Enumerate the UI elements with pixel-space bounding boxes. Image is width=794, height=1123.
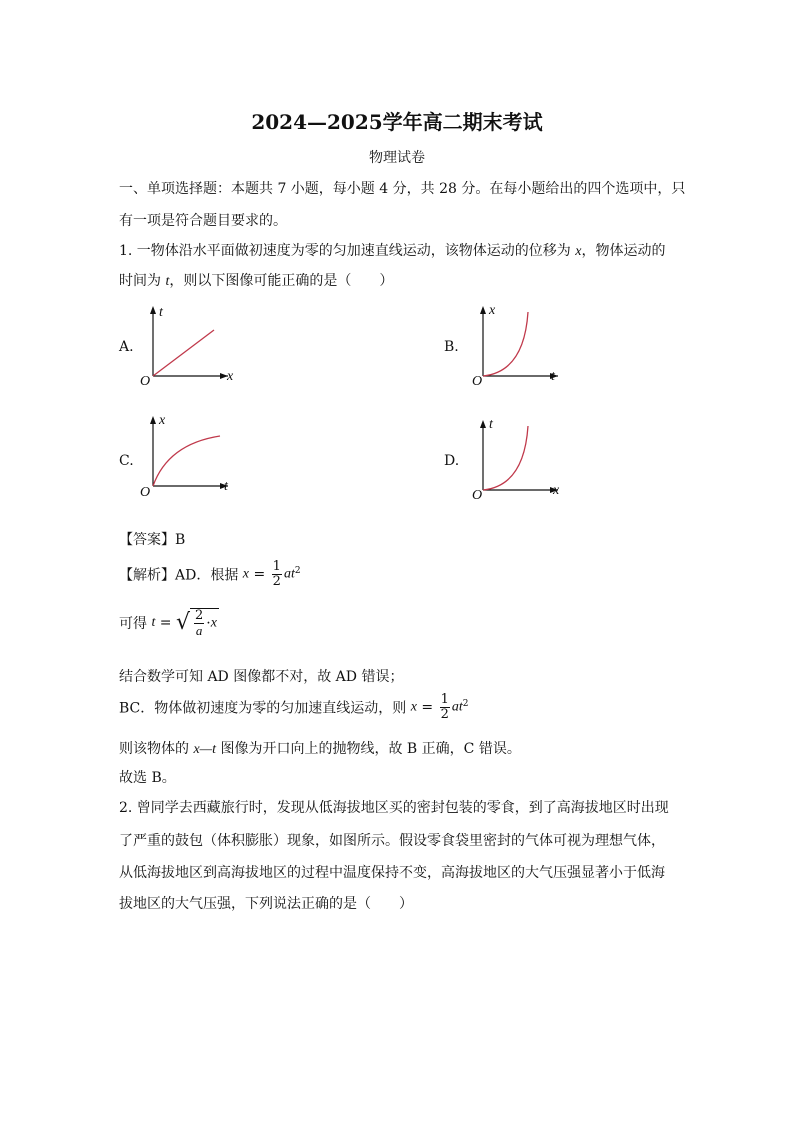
origin-label: O [140, 485, 151, 500]
fraction-half: $\frac{1}{2}$ [440, 692, 449, 722]
page-title: 2024—2025学年高二期末考试 [251, 110, 543, 134]
option-c-graph [130, 410, 250, 505]
q2-stem-line2: 了严重的鼓包（体积膨胀）现象，如图所示。假设零食袋里密封的气体可视为理想气体， [119, 833, 665, 849]
analysis-line1: 【解析】AD．根据 x = $\frac{1}{2}$ $at^2$ [119, 559, 301, 589]
section-heading-line2: 有一项是符合题目要求的。 [119, 213, 287, 229]
q2-stem-line3: 从低海拔地区到高海拔地区的过程中温度保持不变，高海拔地区的大气压强显著小于低海 [119, 865, 665, 881]
y-axis-arrow-icon [150, 416, 156, 424]
y-axis-label: t [489, 417, 493, 432]
y-axis-arrow-icon [150, 306, 156, 314]
option-d-label: D. [444, 453, 460, 469]
option-a-graph [130, 300, 250, 395]
option-a-label: A. [119, 339, 134, 355]
option-d-graph [460, 414, 580, 509]
y-axis-label: x [159, 413, 166, 428]
analysis-line6: 故选 B。 [119, 770, 176, 786]
analysis-line3: 结合数学可知 AD 图像都不对，故 AD 错误； [119, 669, 404, 685]
option-b-graph [460, 300, 580, 395]
y-axis-arrow-icon [480, 420, 486, 428]
origin-label: O [472, 374, 483, 389]
fraction-half: $\frac{1}{2}$ [272, 559, 281, 589]
origin-label: O [472, 488, 483, 503]
section-heading-line1: 一、单项选择题：本题共 7 小题，每小题 4 分，共 28 分。在每小题给出的四个选项中，只 [119, 181, 686, 197]
y-axis-label: x [489, 303, 496, 318]
sqrt-body: $\frac{2}{a}$ ·x [190, 608, 219, 638]
option-c-label: C. [119, 453, 134, 469]
q1-stem-line1: 1. 一物体沿水平面做初速度为零的匀加速直线运动，该物体运动的位移为 x，物体运动的 [119, 243, 666, 259]
analysis-line5: 则该物体的 x—t 图像为开口向上的抛物线，故 B 正确，C 错误。 [119, 741, 521, 757]
graph-curve [153, 330, 214, 376]
graph-curve [153, 436, 220, 486]
graph-curve [483, 426, 528, 490]
x-axis-label: t [224, 479, 228, 494]
option-b-label: B. [444, 339, 459, 355]
sqrt-icon: √ [175, 610, 191, 635]
analysis-line2: 可得 t = √ $\frac{2}{a}$ ·x [119, 608, 217, 638]
graph-curve [483, 312, 528, 376]
origin-label: O [140, 374, 151, 389]
analysis-line4: BC．物体做初速度为零的匀加速直线运动，则 x = $\frac{1}{2}$ $at^2$ [119, 692, 469, 722]
x-axis-label: x [227, 369, 234, 384]
y-axis-arrow-icon [480, 306, 486, 314]
page-subtitle: 物理试卷 [369, 150, 425, 166]
y-axis-label: t [159, 305, 163, 320]
x-axis-label: x [553, 483, 560, 498]
q1-answer: 【答案】B [119, 532, 186, 548]
q1-stem-line2: 时间为 t，则以下图像可能正确的是（ ） [119, 273, 394, 289]
q2-stem-line4: 拔地区的大气压强，下列说法正确的是（ ） [119, 896, 413, 912]
q2-stem-line1: 2. 曾同学去西藏旅行时，发现从低海拔地区买的密封包装的零食，到了高海拔地区时出现 [119, 800, 669, 816]
x-axis-label: t [551, 369, 555, 384]
